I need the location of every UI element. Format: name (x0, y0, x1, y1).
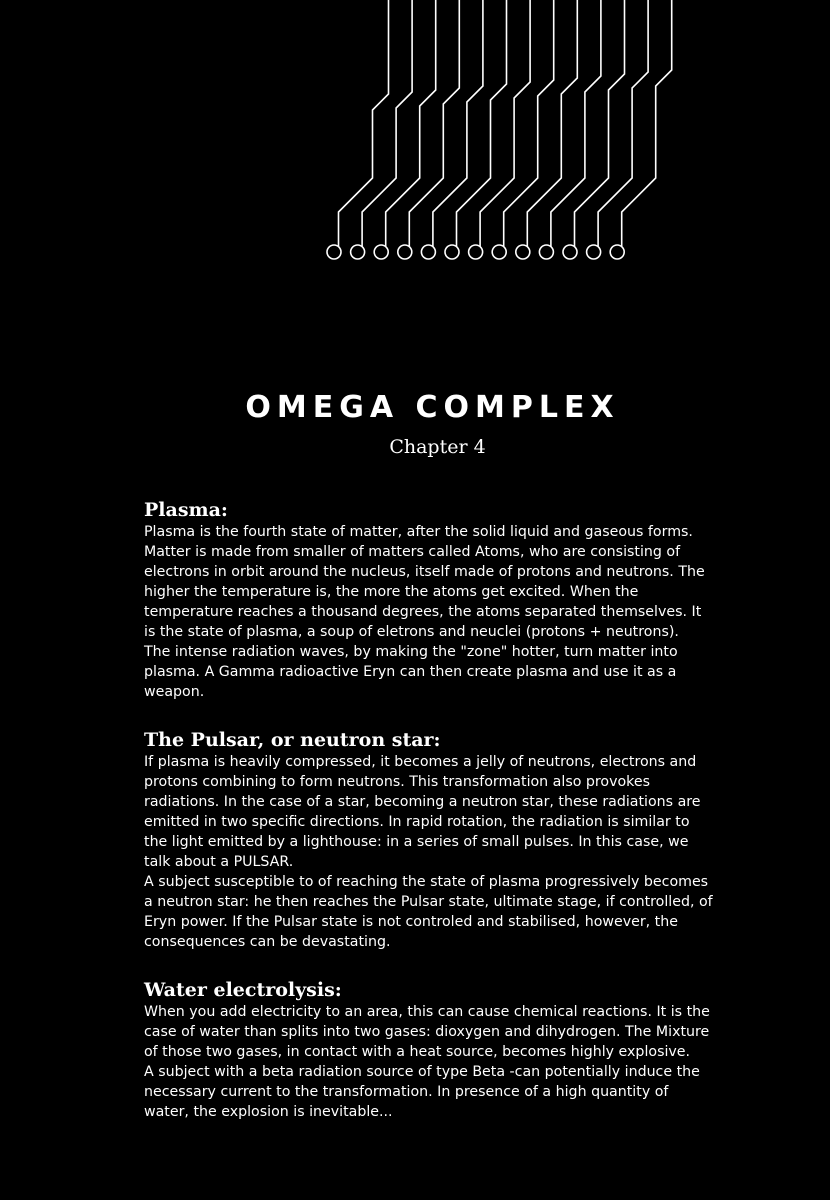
circuit-node (469, 245, 483, 259)
section-heading: Water electrolysis: (144, 979, 342, 1001)
circuit-node (327, 245, 341, 259)
circuit-node (421, 245, 435, 259)
circuit-node (587, 245, 601, 259)
circuit-node (445, 245, 459, 259)
section-plasma (144, 498, 744, 702)
section-heading: Plasma: (144, 499, 228, 521)
circuit-node (563, 245, 577, 259)
section-water-electrolysis (144, 978, 744, 1122)
section-body: Plasma is the fourth state of matter, after the solid liquid and gaseous forms. Matter is made from smaller of matters called Atoms, who are consisting of electrons in orbit around the nucleus, itself made of protons and neutrons. The higher the temperature is, the more the atoms get excited. When the temperature reaches a thousand degrees, the atoms separated themselves. It is the state of plasma, a soup of eletrons and neuclei (protons + neutrons). The intense radiation waves, by making the "zone" hotter, turn matter into plasma. A Gamma radioactive Eryn can then create plasma and use it as a weapon. (144, 524, 705, 700)
circuit-trace (622, 0, 672, 247)
circuit-node (492, 245, 506, 259)
section-body: When you add electricity to an area, this can cause chemical reactions. It is the case of water than splits into two gases: dioxygen and dihydrogen. The Mixture of those two gases, in contact with a heat source, becomes highly explosive. A subject with a beta radiation source of type Beta -can potentially induce the necessary current to the transformation. In presence of a high quantity of water, the explosion is inevitable... (144, 1004, 710, 1120)
section-body: If plasma is heavily compressed, it becomes a jelly of neutrons, electrons and protons combining to form neutrons. This transformation also provokes radiations. In the case of a star, becoming a neutron star, these radiations are emitted in two specific directions. In rapid rotation, the radiation is similar to the light emitted by a lighthouse: in a series of small pulses. In this case, we talk about a PULSAR. A subject susceptible to of reaching the state of plasma progressively becomes a neutron star: he then reaches the Pulsar state, ultimate stage, if controlled, of Eryn power. If the Pulsar state is not controled and stabilised, however, the consequences can be devastating. (144, 754, 713, 950)
page-title: OMEGA COMPLEX (245, 390, 620, 425)
chapter-subtitle: Chapter 4 (389, 436, 486, 458)
circuit-node (374, 245, 388, 259)
circuit-traces-icon (0, 0, 830, 280)
circuit-node (539, 245, 553, 259)
circuit-node (351, 245, 365, 259)
circuit-node (398, 245, 412, 259)
circuit-node (610, 245, 624, 259)
section-heading: The Pulsar, or neutron star: (144, 729, 441, 751)
section-pulsar (144, 728, 744, 952)
circuit-node (516, 245, 530, 259)
